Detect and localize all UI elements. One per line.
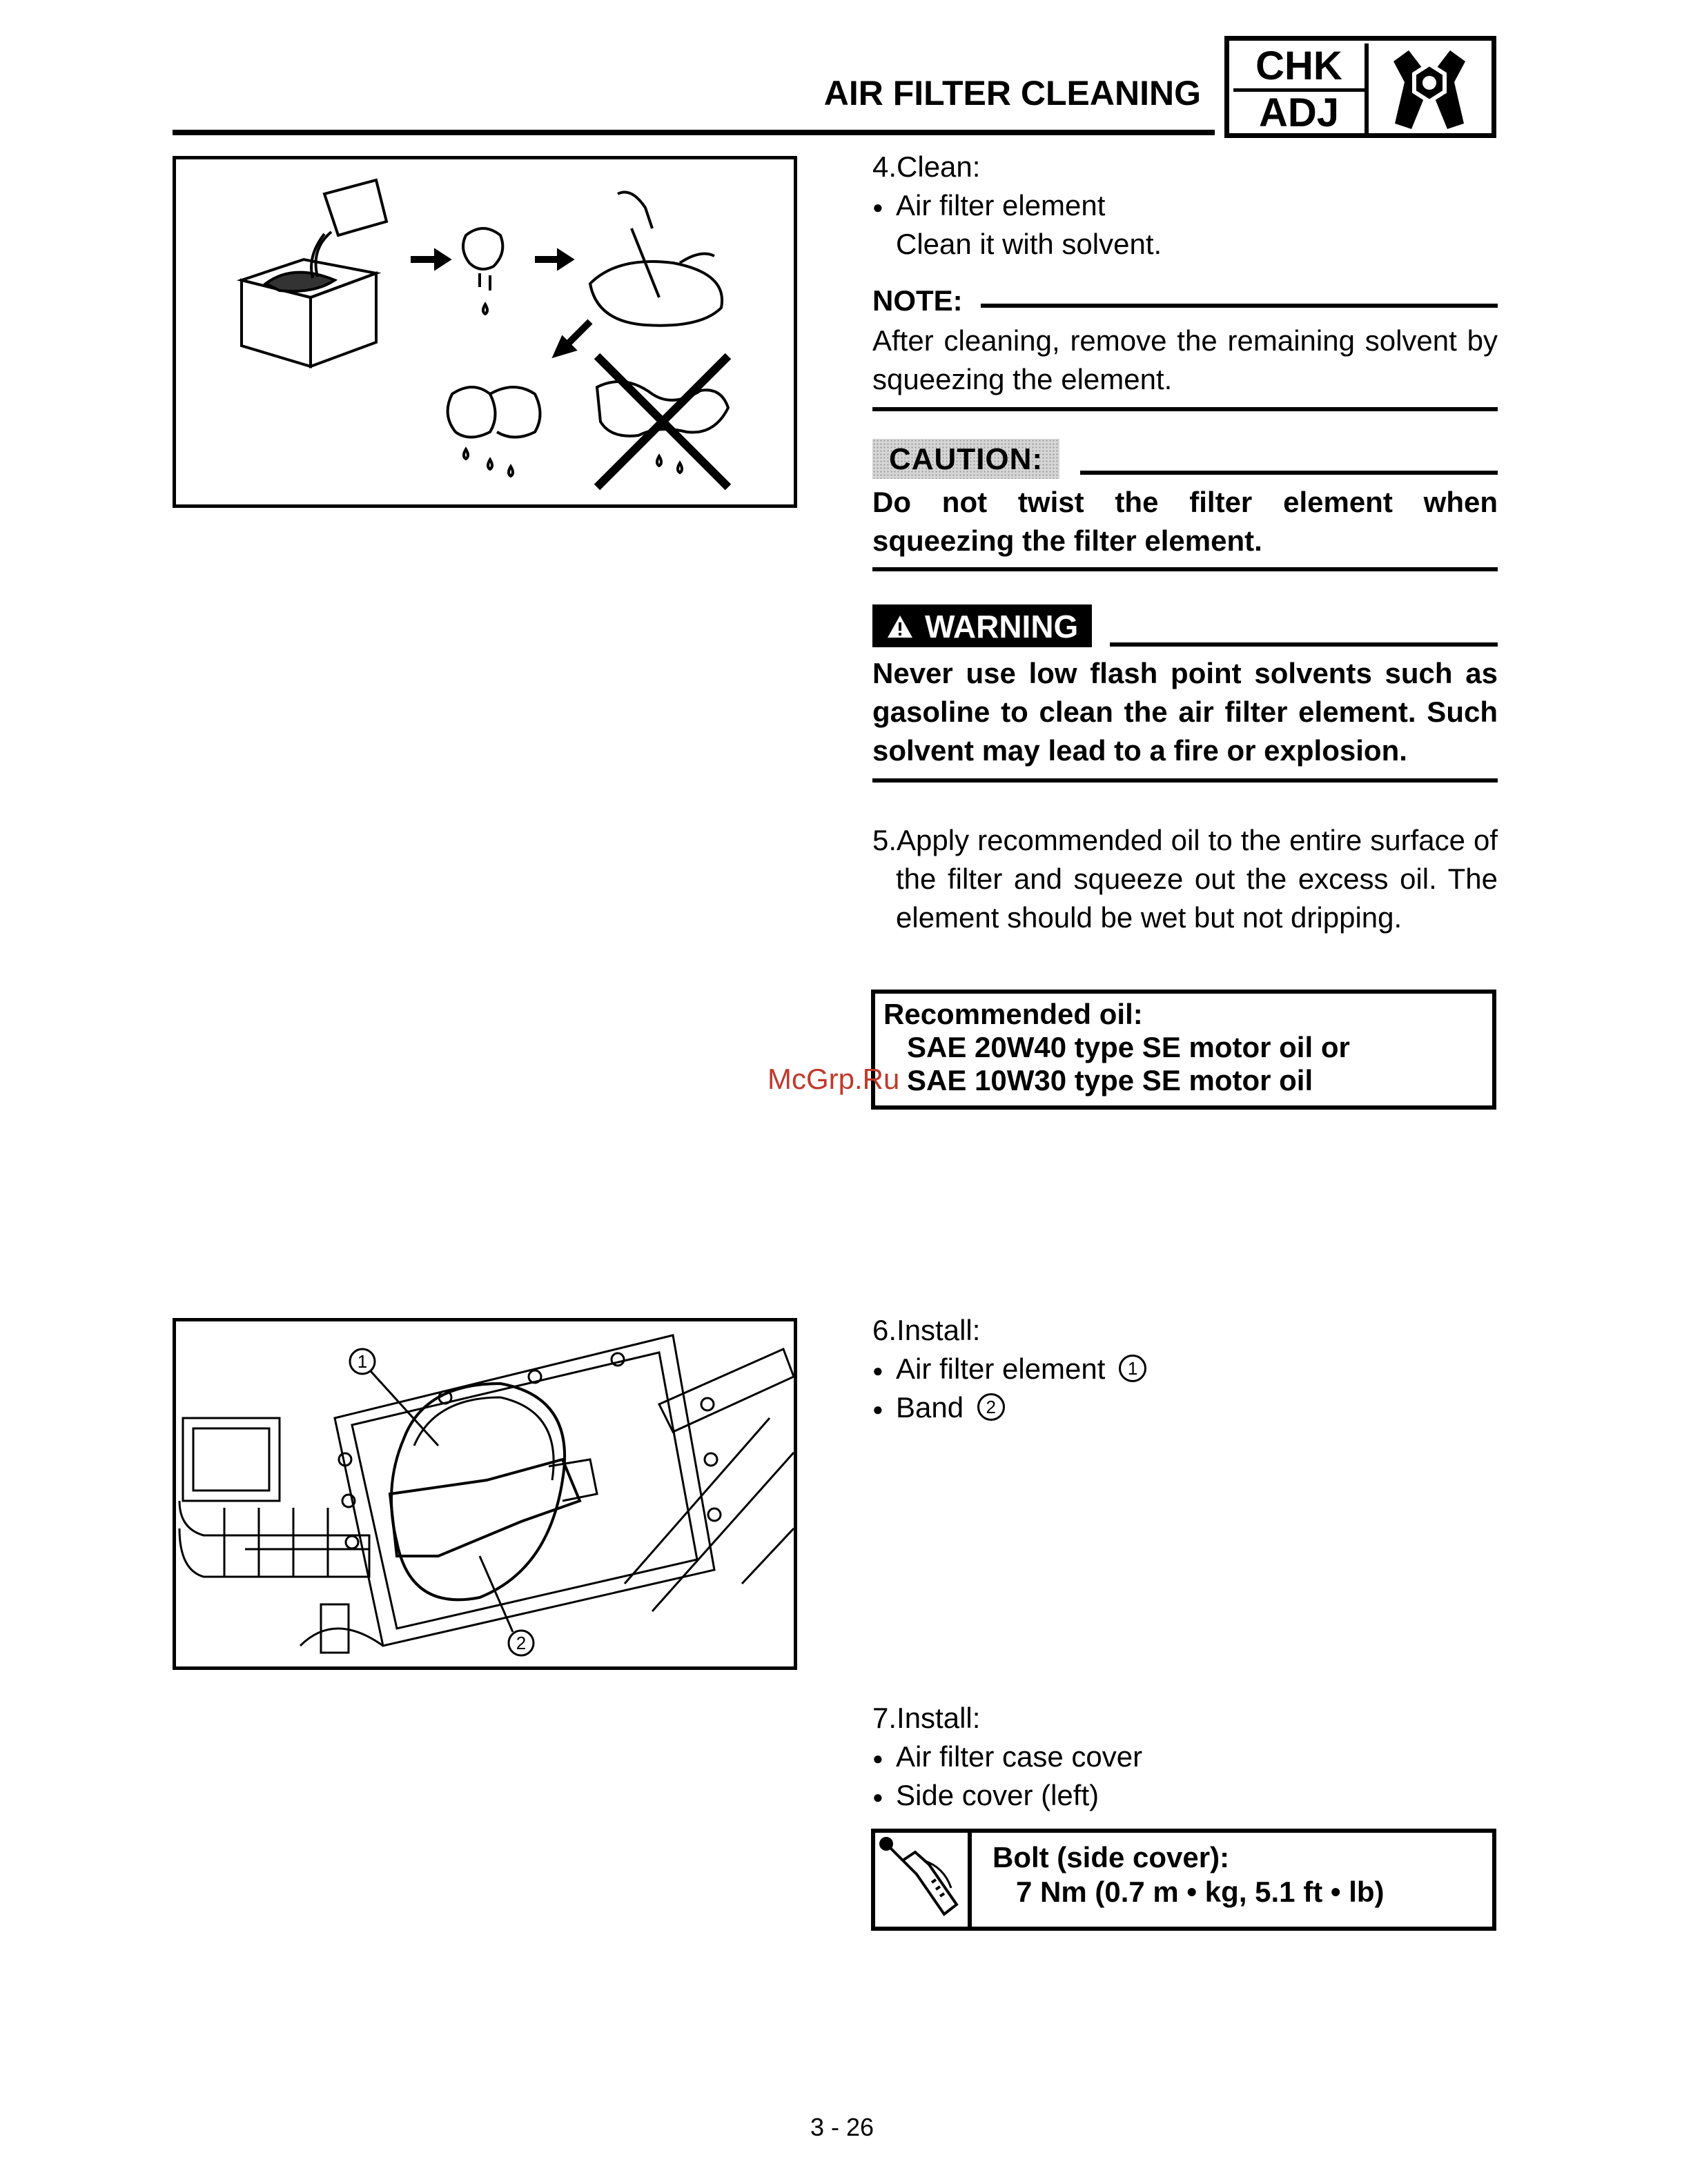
badge-text: [1233, 43, 1369, 133]
torque-wrench-icon: [875, 1833, 968, 1927]
recommended-oil-line-2: SAE 10W30 type SE motor oil: [907, 1064, 1313, 1096]
torque-value: 7 Nm (0.7 m • kg, 5.1 ft • lb): [1016, 1876, 1385, 1908]
step-5-text: 5.Apply recommended oil to the entire surface of the filter and squeeze out the excess oil. The element should be wet but not dripping.: [872, 824, 1498, 934]
caution-label: CAUTION:: [872, 439, 1059, 479]
installation-illustration: [173, 1318, 797, 1670]
torque-spec-box: [871, 1829, 1496, 1931]
warning-bottom-rule: [872, 778, 1498, 783]
caution-header-rule: [1080, 471, 1498, 475]
wrench-nut-icon: [1371, 45, 1487, 133]
warning-text: Never use low flash point solvents such as gasoline to clean the air filter element. Such solvent may lead to a fire or explosion.: [872, 657, 1498, 767]
callout-1-label: 1: [357, 1351, 368, 1372]
warning-label: WARNING: [925, 609, 1079, 645]
watermark: McGrp.Ru: [767, 1063, 900, 1095]
step-6-heading: 6.Install:: [872, 1314, 981, 1346]
step-7-bullet-1: ● Air filter case cover: [872, 1738, 1498, 1776]
note-bottom-rule: [872, 407, 1498, 411]
ref-number-1: 1: [1119, 1355, 1146, 1382]
warning-label-box: [872, 604, 1092, 647]
caution-block: [872, 439, 1498, 571]
step-4-detail: Clean it with solvent.: [896, 228, 1162, 260]
step-4-bullet: ● Air filter element: [872, 186, 1498, 225]
badge-bottom-text: ADJ: [1258, 90, 1340, 135]
badge-top-text: CHK: [1233, 43, 1365, 92]
recommended-oil-title: Recommended oil:: [883, 998, 1143, 1030]
torque-icon-cell: [875, 1833, 972, 1927]
warning-triangle-icon: [886, 614, 914, 639]
note-header: [872, 282, 1498, 320]
warning-block: [872, 604, 1498, 783]
note-label: NOTE:: [872, 284, 963, 317]
note-header-rule: [981, 304, 1498, 308]
header-rule: [173, 130, 1215, 135]
torque-title: Bolt (side cover):: [992, 1841, 1230, 1873]
warning-header: [872, 604, 1498, 647]
recommended-oil-box: [871, 990, 1496, 1110]
note-block: [872, 282, 1498, 411]
step-6-block: [872, 1311, 1498, 1427]
caution-bottom-rule: [872, 567, 1498, 571]
step-5-block: [872, 821, 1498, 937]
note-text: After cleaning, remove the remaining solvent by squeezing the element.: [872, 324, 1498, 395]
cleaning-steps-drawing: [176, 159, 794, 504]
step-4-block: [872, 148, 1498, 264]
recommended-oil-line-1: SAE 20W40 type SE motor oil or: [907, 1031, 1350, 1063]
caution-text: Do not twist the filter element when squeezing the filter element.: [872, 486, 1498, 557]
step-6-bullet-2-text: Band: [896, 1391, 964, 1424]
step-7-bullet-2: ● Side cover (left): [872, 1776, 1498, 1815]
step-6-bullet-2: [872, 1388, 1498, 1427]
step-6-bullet-1: [872, 1350, 1498, 1388]
page-title: AIR FILTER CLEANING: [823, 74, 1201, 112]
filter-install-drawing: [176, 1321, 794, 1666]
step-7-block: [872, 1699, 1498, 1815]
step-6-bullet-1-text: Air filter element: [896, 1352, 1106, 1385]
page-number: 3 - 26: [810, 2113, 874, 2141]
section-badge: [1224, 36, 1496, 138]
ref-number-2: 2: [977, 1393, 1005, 1421]
step-4-heading: 4.Clean:: [872, 150, 981, 183]
cleaning-illustration: [173, 156, 797, 508]
caution-header: [872, 439, 1498, 479]
step-7-heading: 7.Install:: [872, 1702, 981, 1734]
callout-2-label: 2: [516, 1633, 527, 1653]
warning-header-rule: [1110, 642, 1498, 647]
